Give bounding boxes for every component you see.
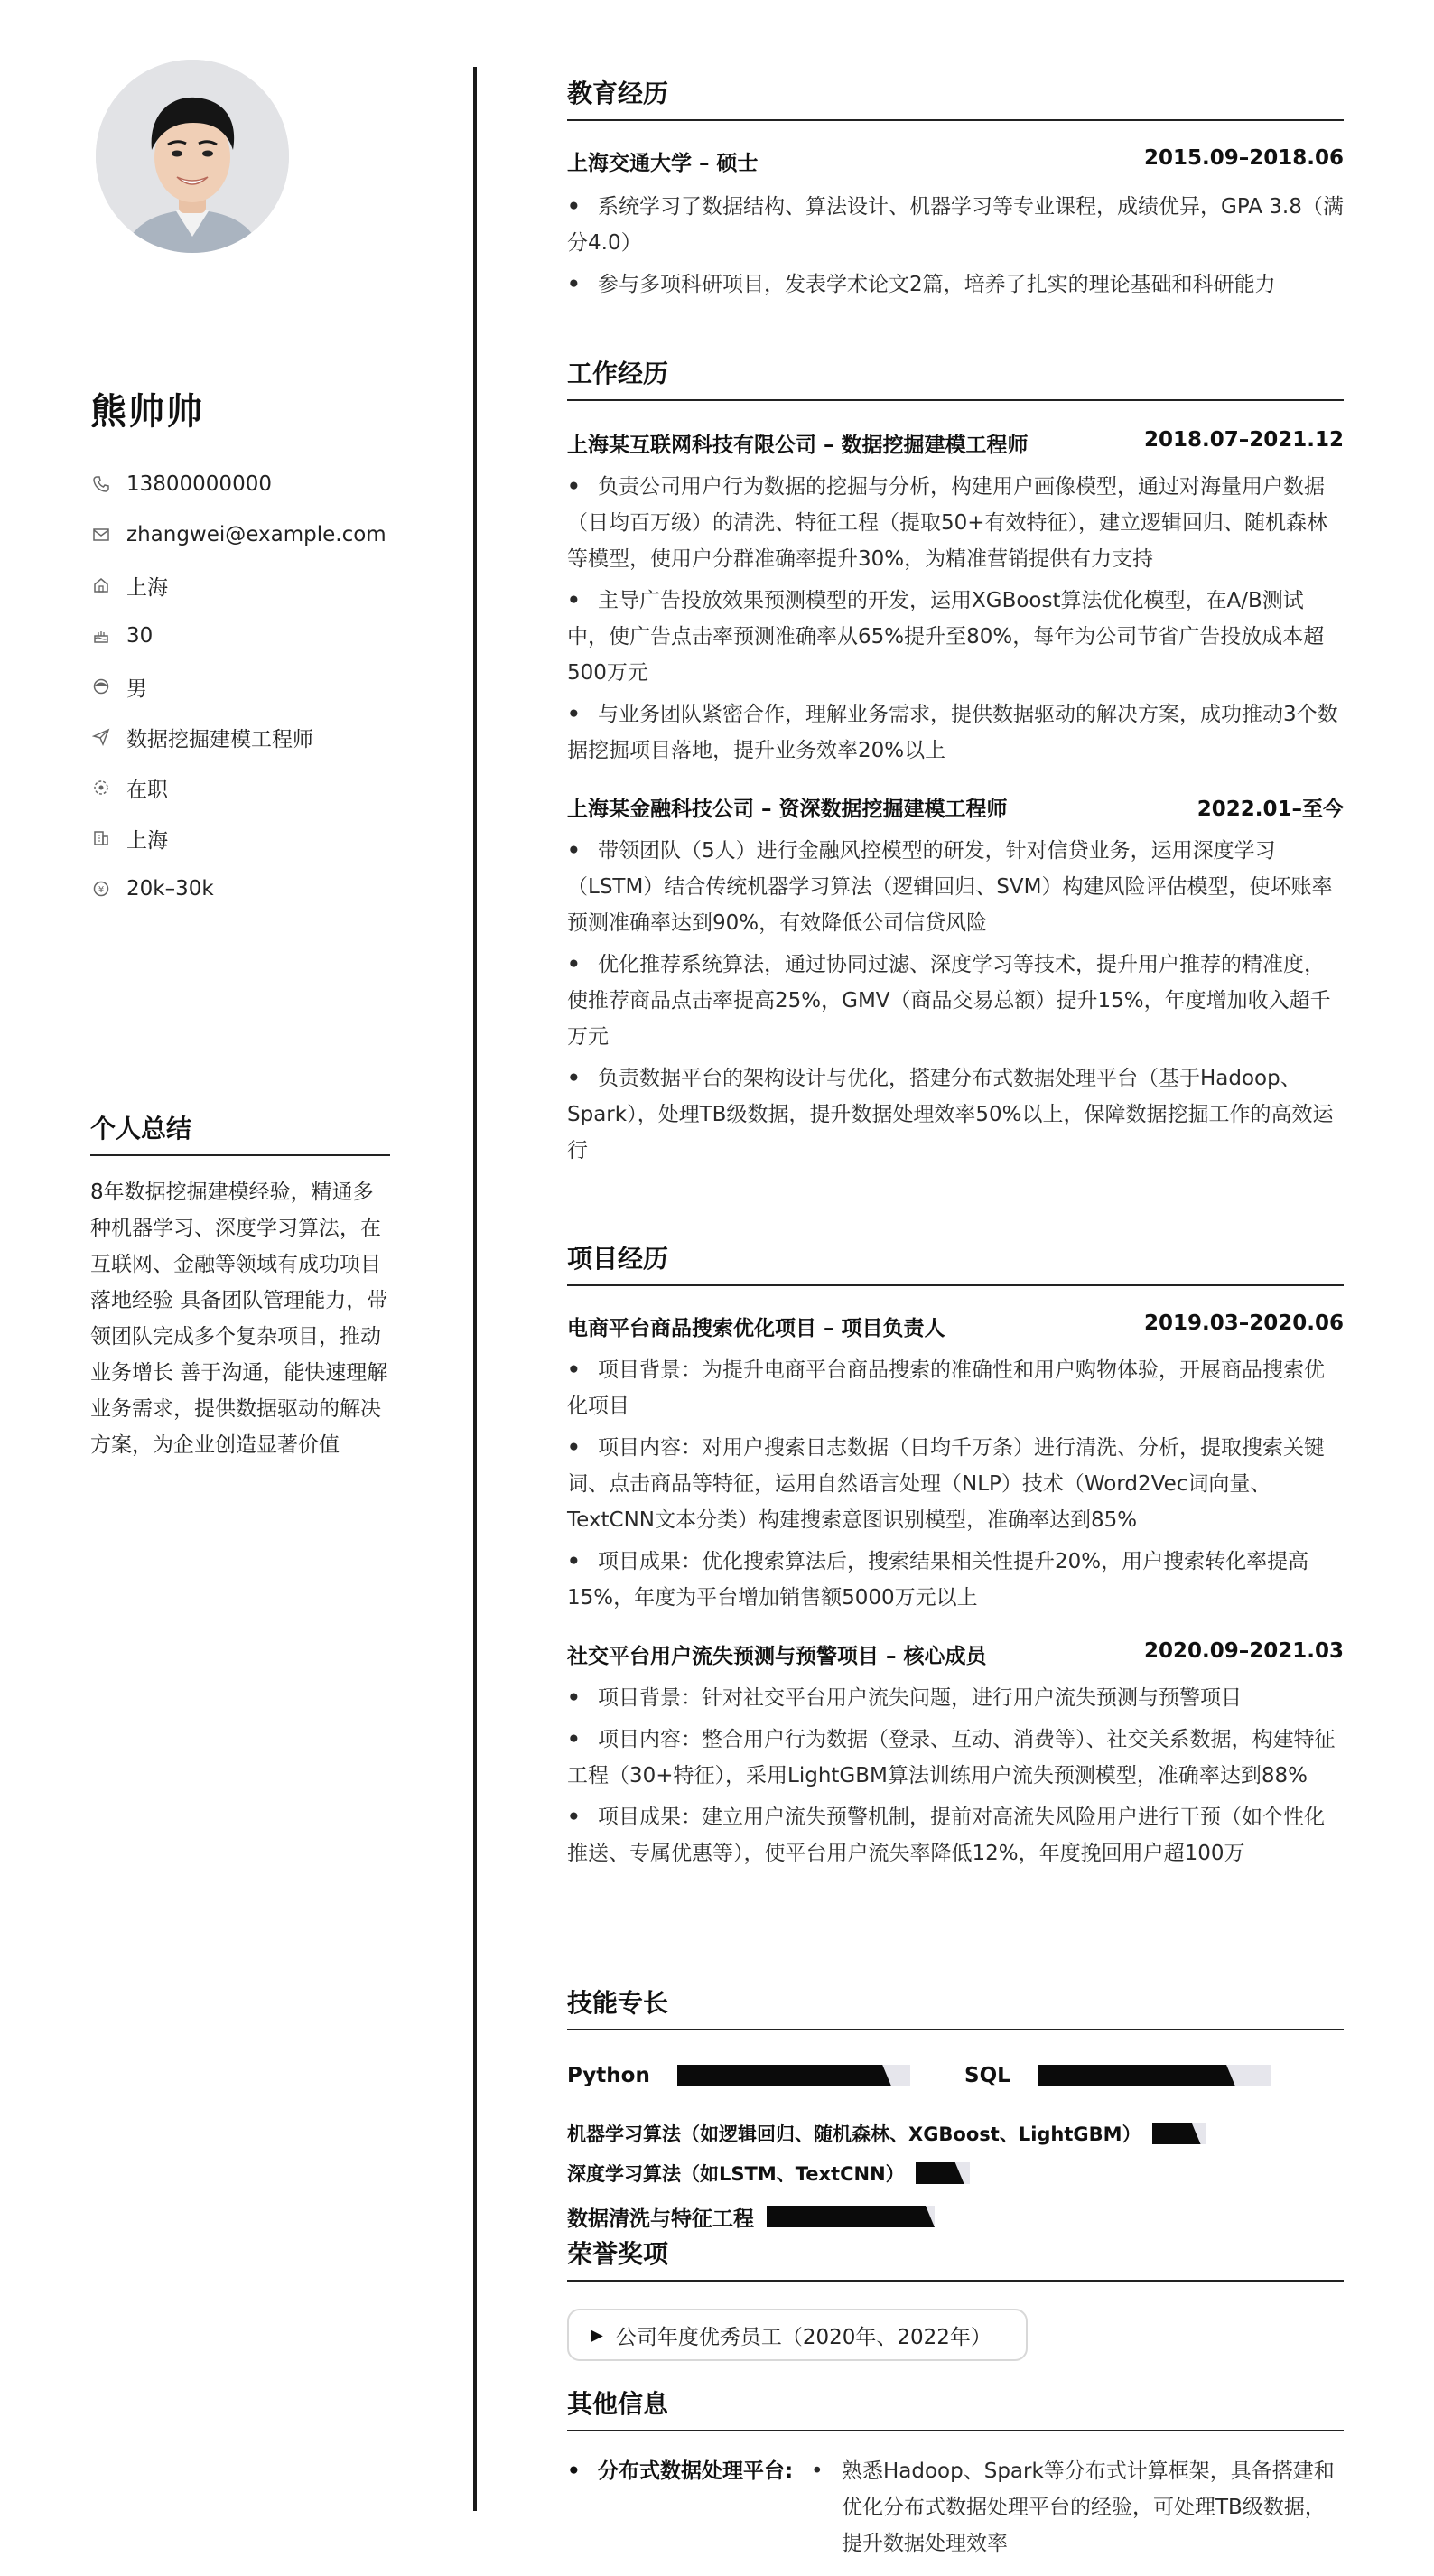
candidate-name: 熊帅帅 <box>90 391 204 433</box>
skill-feature <box>567 2198 1344 2235</box>
bullet-item: • 与业务团队紧密合作，理解业务需求，提供数据驱动的解决方案，成功推动3个数据挖掘项目落地，提升业务效率20%以上 <box>567 703 1338 762</box>
skill-bar <box>1152 2123 1206 2144</box>
project-entry <box>567 1639 1344 1871</box>
bullet-item: • 系统学习了数据结构、算法设计、机器学习等专业课程，成绩优异，GPA 3.8（满分4.0） <box>567 195 1344 255</box>
expand-triangle-icon: ▶ <box>591 2325 603 2345</box>
skill-bar <box>916 2162 970 2184</box>
bullet-text: 项目背景：针对社交平台用户流失问题，进行用户流失预测与预警项目 <box>598 1686 1242 1710</box>
skill-bar-fill <box>767 2206 935 2227</box>
bullet-text: 优化推荐系统算法，通过协同过滤、深度学习等技术，提升用户推荐的精准度，使推荐商品点击率提高25%，GMV（商品交易总额）提升15%，年度增加收入超千万元 <box>567 953 1331 1049</box>
project-entry <box>567 1311 1344 1616</box>
entry-date: 2018.07–2021.12 <box>1143 428 1344 452</box>
work-title: 工作经历 <box>567 354 1344 401</box>
work-entry <box>567 428 1344 769</box>
contact-position <box>90 712 386 762</box>
bullet-item: • 参与多项科研项目，发表学术论文2篇，培养了扎实的理论基础和科研能力 <box>567 273 1276 296</box>
contact-email-text: zhangwei@example.com <box>126 523 386 546</box>
other-section <box>567 2385 1344 2562</box>
education-title: 教育经历 <box>567 74 1344 121</box>
entry-heading <box>567 792 1344 822</box>
skills-title: 技能专长 <box>567 1983 1344 2030</box>
entry-heading <box>567 428 1344 458</box>
skill-bar-fill <box>1152 2123 1201 2144</box>
contact-gender <box>90 661 386 712</box>
skill-row-1 <box>567 2058 1344 2094</box>
bullet-item: • 项目成果：优化搜索算法后，搜索结果相关性提升20%，用户搜索转化率提高15%，年度为平台增加销售额5000万元以上 <box>567 1550 1309 1610</box>
work-section <box>567 354 1344 1169</box>
send-icon <box>90 726 112 748</box>
contact-location-text: 上海 <box>126 575 168 600</box>
contact-salary <box>90 863 386 914</box>
phone-icon <box>90 473 112 495</box>
building-icon <box>90 827 112 849</box>
entry-bullets <box>567 469 1344 769</box>
skill-name: 数据清洗与特征工程 <box>567 2207 754 2231</box>
avatar-portrait <box>96 60 289 253</box>
bullet-item: • 负责公司用户行为数据的挖掘与分析，构建用户画像模型，通过对海量用户数据（日均百万级）的清洗、特征工程（提取50+有效特征），建立逻辑回归、随机森林等模型，使用户分群准确率提升30%，为精准营销提供有力支持 <box>567 475 1328 571</box>
svg-text:¥: ¥ <box>98 885 105 895</box>
bullet-text: 主导广告投放效果预测模型的开发，运用XGBoost算法优化模型，在A/B测试中，使广告点击率预测准确率从65%提升至80%，每年为公司节省广告投放成本超500万元 <box>567 589 1325 685</box>
entry-bullets <box>567 1352 1344 1616</box>
avatar <box>96 60 289 253</box>
contact-position-text: 数据挖掘建模工程师 <box>126 727 313 751</box>
entry-title: 社交平台用户流失预测与预警项目 – 核心成员 <box>567 1645 987 1668</box>
skills-section <box>567 1983 1344 2235</box>
contact-age <box>90 611 386 661</box>
entry-date: 2015.09–2018.06 <box>1143 146 1344 170</box>
sidebar <box>0 0 470 2576</box>
bullet-item: • 项目成果：建立用户流失预警机制，提前对高流失风险用户进行干预（如个性化推送、专属优惠等），使平台用户流失率降低12%，年度挽回用户超100万 <box>567 1806 1325 1865</box>
bullet-text: 带领团队（5人）进行金融风控模型的研发，针对信贷业务，运用深度学习（LSTM）结合传统机器学习算法（逻辑回归、SVM）构建风险评估模型，使坏账率预测准确率达到90%，有效降低公司信贷风险 <box>567 839 1333 935</box>
honors-list <box>567 2309 1344 2361</box>
bullet-text: 项目内容：整合用户行为数据（登录、互动、消费等）、社交关系数据，构建特征工程（30+特征），采用LightGBM算法训练用户流失预测模型，准确率达到88% <box>567 1728 1336 1787</box>
entry-title: 上海某金融科技公司 – 资深数据挖掘建模工程师 <box>567 798 1008 821</box>
skill-bar-fill <box>1038 2065 1235 2086</box>
contact-status <box>90 762 386 813</box>
bullet-text: 项目内容：对用户搜索日志数据（日均千万条）进行清洗、分析，提取搜索关键词、点击商品等特征，运用自然语言处理（NLP）技术（Word2Vec词向量、TextCNN文本分类）构建搜索意图识别模型，准确率达到85% <box>567 1436 1325 1532</box>
skill-bar <box>1038 2065 1271 2086</box>
award-text: 公司年度优秀员工（2020年、2022年） <box>615 2325 992 2349</box>
other-item-value-wrap: • 熟悉Hadoop、Spark等分布式计算框架，具备搭建和优化分布式数据处理平台的经验，可处理TB级数据，提升数据处理效率 <box>811 2453 1344 2562</box>
home-icon <box>90 574 112 596</box>
contact-phone-text: 13800000000 <box>126 472 272 496</box>
entry-date: 2022.01–至今 <box>1197 798 1344 821</box>
cake-icon <box>90 625 112 647</box>
bullet-item: • 项目内容：对用户搜索日志数据（日均千万条）进行清洗、分析，提取搜索关键词、点击商品等特征，运用自然语言处理（NLP）技术（Word2Vec词向量、TextCNN文本分类）构建搜索意图识别模型，准确率达到85% <box>567 1436 1325 1532</box>
gender-icon <box>90 676 112 697</box>
salary-icon <box>90 878 112 900</box>
entry-heading <box>567 1639 1344 1669</box>
bullet-item: • 主导广告投放效果预测模型的开发，运用XGBoost算法优化模型，在A/B测试中，使广告点击率预测准确率从65%提升至80%，每年为公司节省广告投放成本超500万元 <box>567 589 1325 685</box>
other-item-label-wrap: • 分布式数据处理平台: <box>567 2453 811 2562</box>
honors-title: 荣誉奖项 <box>567 2235 1344 2282</box>
projects-title: 项目经历 <box>567 1239 1344 1286</box>
skill-ml <box>567 2115 1344 2151</box>
other-title: 其他信息 <box>567 2385 1344 2431</box>
entry-heading <box>567 1311 1344 1341</box>
contact-age-text: 30 <box>126 624 154 648</box>
skill-bar-fill <box>677 2065 891 2086</box>
bullet-text: 系统学习了数据结构、算法设计、机器学习等专业课程，成绩优异，GPA 3.8（满分4.0） <box>567 195 1344 255</box>
skill-sql <box>964 2058 1271 2094</box>
contact-gender-text: 男 <box>126 677 147 701</box>
bullet-text: 负责数据平台的架构设计与优化，搭建分布式数据处理平台（基于Hadoop、Spark），处理TB级数据，提升数据处理效率50%以上，保障数据挖掘工作的高效运行 <box>567 1067 1334 1162</box>
contact-status-text: 在职 <box>126 778 168 802</box>
contact-location <box>90 560 386 611</box>
honors-section <box>567 2235 1344 2361</box>
skill-name: 机器学习算法（如逻辑回归、随机森林、XGBoost、LightGBM） <box>567 2123 1141 2145</box>
summary-section <box>90 1109 390 1463</box>
contact-list <box>90 459 386 914</box>
skill-name: SQL <box>964 2064 1010 2087</box>
education-entry <box>567 146 1344 303</box>
entry-date: 2020.09–2021.03 <box>1143 1639 1344 1663</box>
bullet-text: 项目成果：建立用户流失预警机制，提前对高流失风险用户进行干预（如个性化推送、专属优惠等），使平台用户流失率降低12%，年度挽回用户超100万 <box>567 1806 1325 1865</box>
status-icon <box>90 777 112 798</box>
bullet-text: 与业务团队紧密合作，理解业务需求，提供数据驱动的解决方案，成功推动3个数据挖掘项目落地，提升业务效率20%以上 <box>567 703 1338 762</box>
skill-name: 深度学习算法（如LSTM、TextCNN） <box>567 2163 905 2185</box>
entry-title: 电商平台商品搜索优化项目 – 项目负责人 <box>567 1317 945 1340</box>
bullet-item: • 优化推荐系统算法，通过协同过滤、深度学习等技术，提升用户推荐的精准度，使推荐商品点击率提高25%，GMV（商品交易总额）提升15%，年度增加收入超千万元 <box>567 953 1331 1049</box>
skill-python <box>567 2058 964 2094</box>
contact-phone <box>90 459 386 509</box>
skill-bar <box>677 2065 910 2086</box>
summary-text: 8年数据挖掘建模经验，精通多种机器学习、深度学习算法，在互联网、金融等领域有成功项目落地经验 具备团队管理能力，带领团队完成多个复杂项目，推动业务增长 善于沟通，能快速理解业务需求，提供数据驱动的解决方案，为企业创造显著价值 <box>90 1181 388 1457</box>
bullet-text: 负责公司用户行为数据的挖掘与分析，构建用户画像模型，通过对海量用户数据（日均百万级）的清洗、特征工程（提取50+有效特征），建立逻辑回归、随机森林等模型，使用户分群准确率提升30%，为精准营销提供有力支持 <box>567 475 1328 571</box>
entry-bullets <box>567 189 1344 303</box>
contact-city <box>90 813 386 863</box>
bullet-item: • 带领团队（5人）进行金融风控模型的研发，针对信贷业务，运用深度学习（LSTM）结合传统机器学习算法（逻辑回归、SVM）构建风险评估模型，使坏账率预测准确率达到90%，有效降低公司信贷风险 <box>567 839 1333 935</box>
education-section <box>567 74 1344 303</box>
contact-city-text: 上海 <box>126 828 168 853</box>
work-entry <box>567 792 1344 1169</box>
entry-heading <box>567 146 1344 176</box>
other-item <box>567 2453 1344 2562</box>
skill-bar-fill <box>916 2162 964 2184</box>
skill-dl <box>567 2155 1344 2191</box>
skill-name: Python <box>567 2064 650 2087</box>
vertical-divider <box>473 67 477 2511</box>
bullet-text: 参与多项科研项目，发表学术论文2篇，培养了扎实的理论基础和科研能力 <box>598 273 1276 296</box>
bullet-item: • 负责数据平台的架构设计与优化，搭建分布式数据处理平台（基于Hadoop、Spark），处理TB级数据，提升数据处理效率50%以上，保障数据挖掘工作的高效运行 <box>567 1067 1334 1162</box>
entry-title: 上海某互联网科技有限公司 – 数据挖掘建模工程师 <box>567 434 1029 457</box>
projects-section <box>567 1239 1344 1871</box>
contact-salary-text: 20k–30k <box>126 877 214 901</box>
other-item-value: 熟悉Hadoop、Spark等分布式计算框架，具备搭建和优化分布式数据处理平台的经验，可处理TB级数据，提升数据处理效率 <box>842 2459 1335 2555</box>
award-chip[interactable] <box>567 2309 1028 2361</box>
bullet-item: • 项目背景：针对社交平台用户流失问题，进行用户流失预测与预警项目 <box>567 1686 1242 1710</box>
entry-bullets <box>567 833 1344 1169</box>
entry-date: 2019.03–2020.06 <box>1143 1311 1344 1335</box>
other-item-label: 分布式数据处理平台: <box>598 2459 794 2483</box>
mail-icon <box>90 524 112 546</box>
bullet-text: 项目成果：优化搜索算法后，搜索结果相关性提升20%，用户搜索转化率提高15%，年度为平台增加销售额5000万元以上 <box>567 1550 1309 1610</box>
entry-title: 上海交通大学 – 硕士 <box>567 152 759 175</box>
bullet-item: • 项目内容：整合用户行为数据（登录、互动、消费等）、社交关系数据，构建特征工程（30+特征），采用LightGBM算法训练用户流失预测模型，准确率达到88% <box>567 1728 1336 1787</box>
summary-title: 个人总结 <box>90 1109 390 1156</box>
entry-bullets <box>567 1680 1344 1871</box>
contact-email <box>90 509 386 560</box>
bullet-item: • 项目背景：为提升电商平台商品搜索的准确性和用户购物体验，开展商品搜索优化项目 <box>567 1358 1325 1418</box>
bullet-text: 项目背景：为提升电商平台商品搜索的准确性和用户购物体验，开展商品搜索优化项目 <box>567 1358 1325 1418</box>
skill-bar <box>767 2206 935 2227</box>
